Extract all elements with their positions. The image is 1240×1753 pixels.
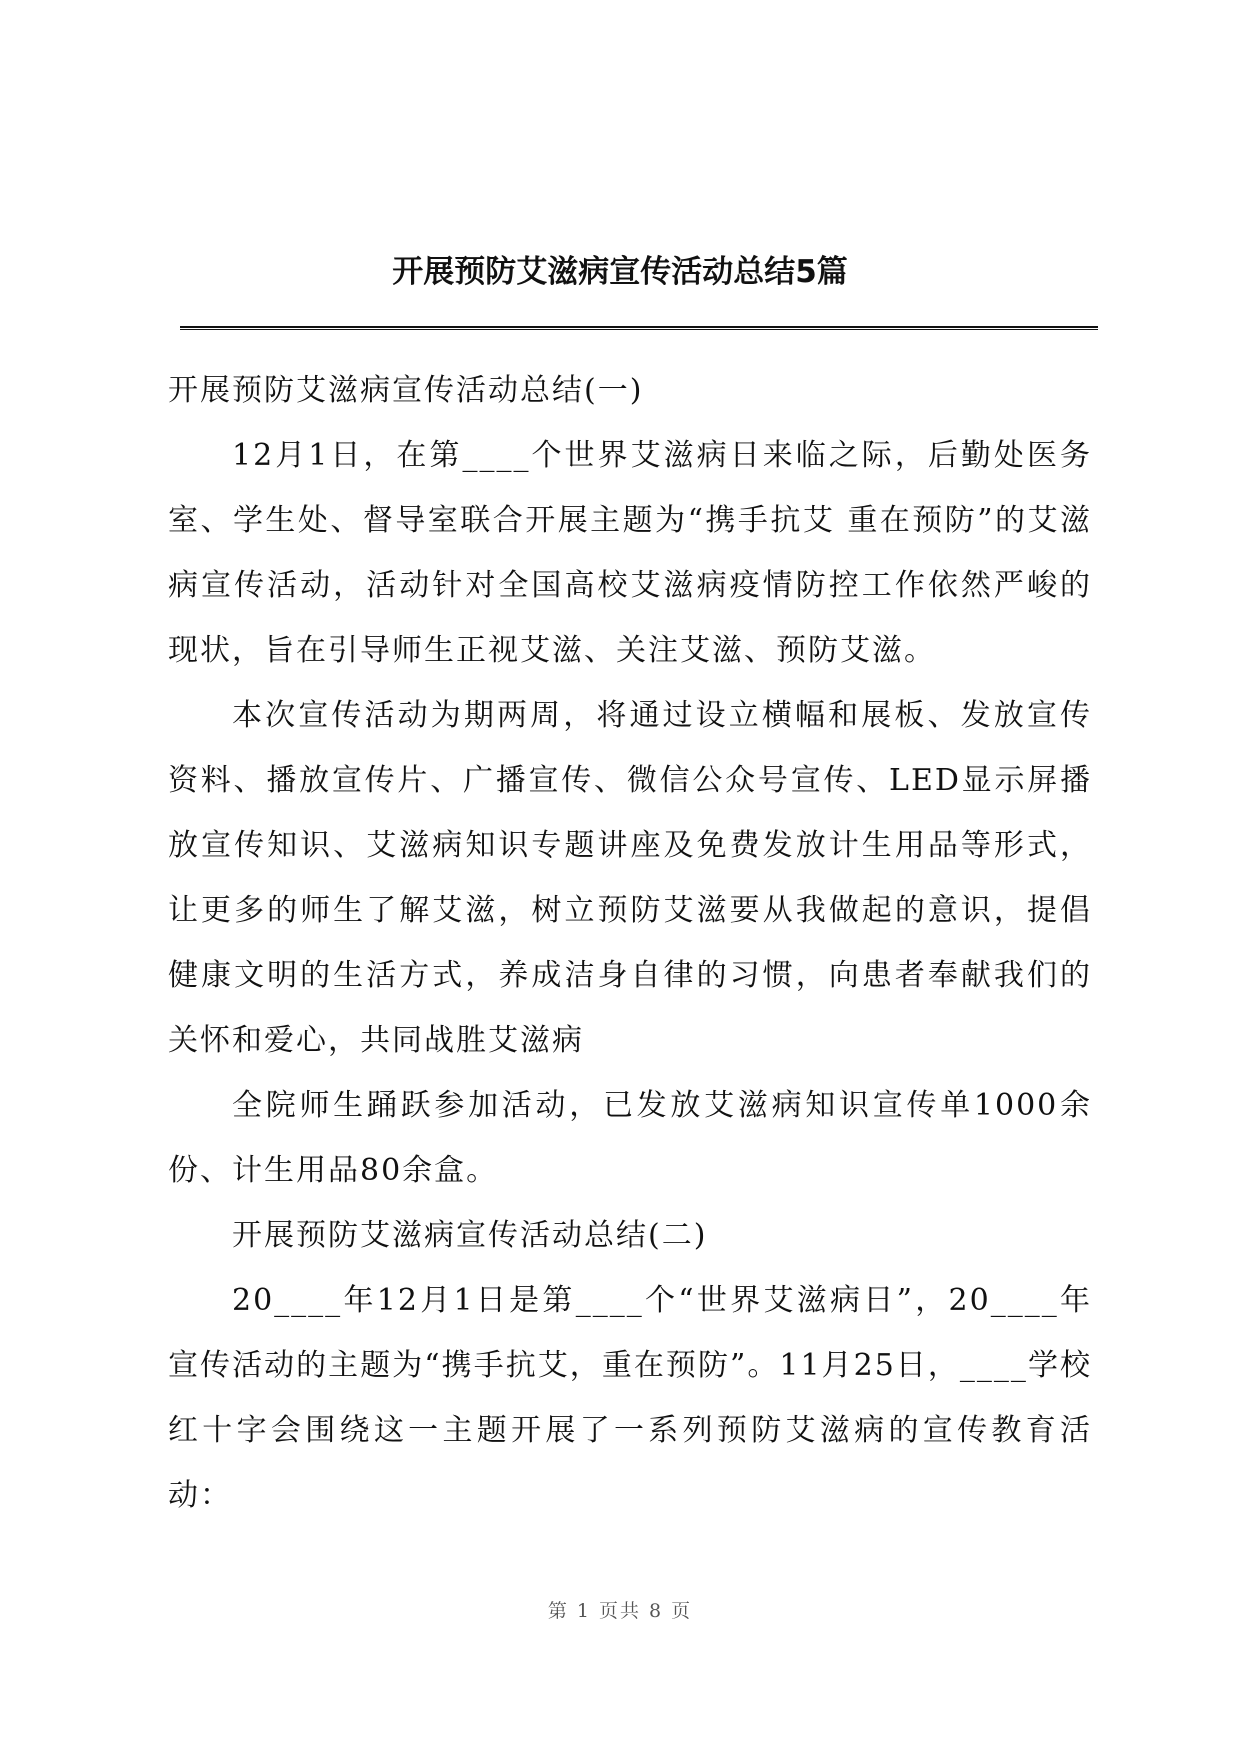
paragraph: 本次宣传活动为期两周，将通过设立横幅和展板、发放宣传资料、播放宣传片、广播宣传、微信公众号宣传、LED显示屏播放宣传知识、艾滋病知识专题讲座及免费发放计生用品等形式，让更多的师生了解艾滋，树立预防艾滋要从我做起的意识，提倡健康文明的生活方式，养成洁身自律的习惯，向患者奉献我们的关怀和爱心，共同战胜艾滋病 — [168, 698, 1092, 1058]
section-heading-2: 开展预防艾滋病宣传活动总结(二) — [232, 1218, 708, 1253]
document-body — [168, 358, 1092, 1528]
title-divider — [180, 326, 1098, 330]
page-number-footer: 第 1 页共 8 页 — [547, 1600, 693, 1622]
paragraph: 20____年12月1日是第____个“世界艾滋病日”，20____年宣传活动的主题为“携手抗艾，重在预防”。11月25日，____学校红十字会围绕这一主题开展了一系列预防艾滋病的宣传教育活动： — [168, 1283, 1092, 1513]
section-heading-1: 开展预防艾滋病宣传活动总结(一) — [168, 373, 644, 408]
paragraph: 全院师生踊跃参加活动，已发放艾滋病知识宣传单1000余份、计生用品80余盒。 — [168, 1088, 1092, 1188]
document-title: 开展预防艾滋病宣传活动总结5篇 — [392, 254, 848, 290]
paragraph: 12月1日，在第____个世界艾滋病日来临之际，后勤处医务室、学生处、督导室联合开展主题为“携手抗艾 重在预防”的艾滋病宣传活动，活动针对全国高校艾滋病疫情防控工作依然严峻的现状，旨在引导师生正视艾滋、关注艾滋、预防艾滋。 — [168, 438, 1092, 668]
